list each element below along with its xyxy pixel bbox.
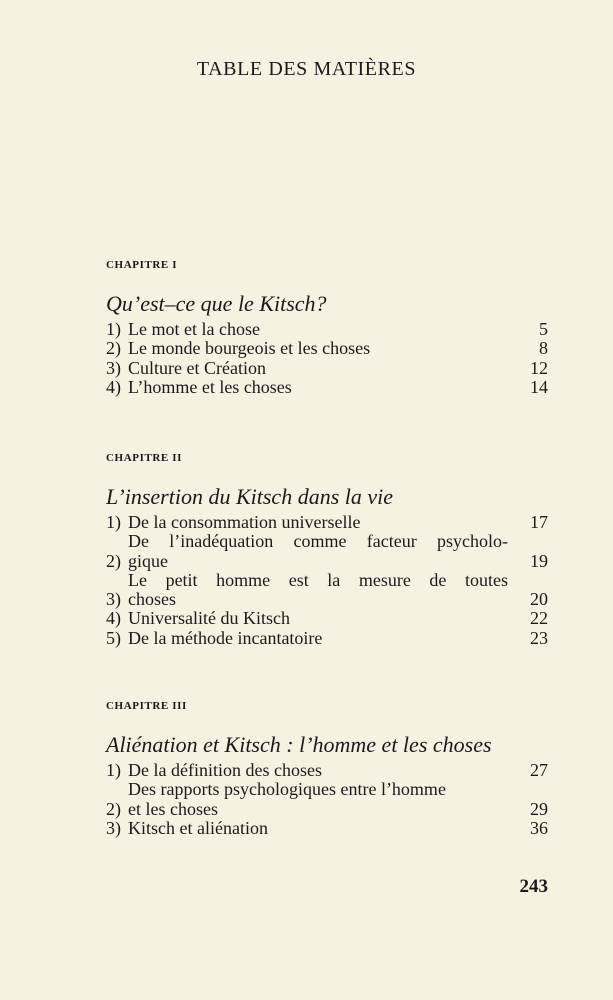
toc-entry	[106, 513, 548, 532]
entry-page: 12	[530, 357, 548, 378]
entry-line: gique	[128, 550, 168, 571]
entry-number: 5)	[106, 627, 121, 648]
entry-page: 22	[530, 608, 548, 629]
entry-line: et les choses	[128, 798, 218, 819]
toc-entry	[106, 320, 548, 339]
entry-line: Culture et Création	[128, 357, 266, 378]
entry-page: 23	[530, 627, 548, 648]
entry-line: De l’inadéquation comme facteur psycholo-	[128, 531, 508, 552]
entry-number: 3)	[106, 589, 121, 610]
page-title: TABLE DES MATIÈRES	[196, 58, 417, 80]
toc-entry	[106, 532, 548, 571]
entry-number: 3)	[106, 817, 121, 838]
entry-text	[128, 780, 508, 819]
entry-number: 1)	[106, 760, 121, 780]
entry-text	[128, 320, 508, 339]
chapter-label: CHAPITRE II	[106, 452, 182, 464]
toc-entry	[106, 359, 548, 378]
toc-entry	[106, 609, 548, 628]
entry-page: 29	[530, 798, 548, 819]
chapter-label: CHAPITRE I	[106, 259, 178, 271]
toc-entry	[106, 819, 548, 838]
entry-text	[128, 532, 508, 571]
entry-number: 1)	[106, 512, 121, 532]
entry-page: 17	[530, 512, 548, 532]
entry-text	[128, 571, 508, 610]
entry-line: De la méthode incantatoire	[128, 627, 323, 648]
chapter-title: Aliénation et Kitsch : l’homme et les choses	[106, 732, 492, 757]
chapter-section	[106, 257, 548, 397]
entry-text	[128, 609, 508, 628]
entry-line: De la consommation universelle	[128, 512, 361, 532]
entry-line: Universalité du Kitsch	[128, 608, 290, 629]
entry-number: 3)	[106, 357, 121, 378]
entry-number: 4)	[106, 608, 121, 629]
entry-line: Le petit homme est la mesure de toutes	[128, 569, 508, 590]
entry-page: 27	[530, 760, 548, 780]
entry-line: Des rapports psychologiques entre l’homme	[128, 779, 446, 800]
entry-text	[128, 819, 508, 838]
entry-number: 4)	[106, 376, 121, 397]
entry-page: 5	[539, 319, 548, 339]
page-number: 243	[519, 876, 548, 897]
entry-text	[128, 629, 508, 648]
entry-page: 36	[530, 817, 548, 838]
toc-entry	[106, 761, 548, 780]
entry-number: 2)	[106, 798, 121, 819]
entry-text	[128, 513, 508, 532]
toc-entry	[106, 780, 548, 819]
entry-line: Le monde bourgeois et les choses	[128, 338, 371, 359]
chapter-section	[106, 450, 548, 648]
toc-entry	[106, 629, 548, 648]
entry-text	[128, 359, 508, 378]
entry-page: 19	[530, 550, 548, 571]
chapter-section	[106, 698, 548, 838]
entry-line: choses	[128, 589, 176, 610]
toc-entry	[106, 339, 548, 358]
entry-line: Kitsch et aliénation	[128, 817, 268, 838]
entry-line: L’homme et les choses	[128, 376, 292, 397]
entry-text	[128, 761, 508, 780]
entry-line: De la définition des choses	[128, 760, 322, 780]
toc-entry	[106, 378, 548, 397]
entry-text	[128, 339, 508, 358]
entry-page: 20	[530, 589, 548, 610]
chapter-title: Qu’est–ce que le Kitsch?	[106, 291, 327, 316]
chapter-label: CHAPITRE III	[106, 700, 187, 712]
entry-number: 2)	[106, 550, 121, 571]
entry-page: 8	[539, 338, 548, 359]
entry-text	[128, 378, 508, 397]
entry-number: 1)	[106, 319, 121, 339]
chapter-title: L’insertion du Kitsch dans la vie	[106, 484, 394, 509]
toc-entry	[106, 571, 548, 610]
entry-page: 14	[530, 376, 548, 397]
entry-number: 2)	[106, 338, 121, 359]
entry-line: Le mot et la chose	[128, 319, 260, 339]
